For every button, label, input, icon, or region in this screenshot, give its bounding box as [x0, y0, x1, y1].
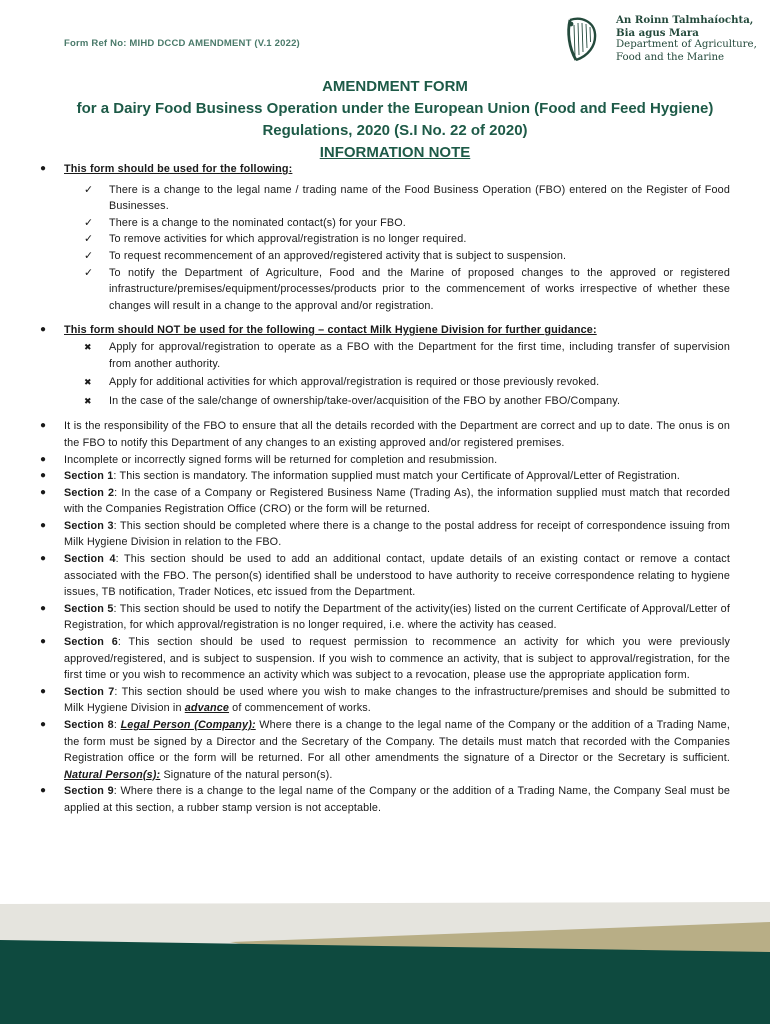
bullet-icon: ●	[40, 719, 47, 730]
footer-decoration	[0, 880, 770, 1024]
bullet-icon: ●	[40, 602, 47, 614]
bullet-icon: ●	[40, 685, 47, 697]
section-5-note: ● Section 5: This section should be used to notify the Department of the activity(ies) listed on the current Certificate of Approval/Letter of Registration, for which approval/registration is no longer required, i.e. where the activity has ceased.	[40, 601, 730, 634]
list-item: ✓ To request recommencement of an approved/registered activity that is subject to suspension.	[84, 248, 730, 265]
check-icon: ✓	[84, 183, 94, 196]
footer-dark-band	[0, 940, 770, 1024]
document-title	[40, 76, 750, 164]
should-use-list	[84, 182, 730, 315]
should-use-section	[40, 161, 730, 178]
bullet-icon: ●	[40, 636, 47, 648]
bullet-icon: ●	[40, 553, 47, 565]
section-6-note: ● Section 6: This section should be used to request permission to recommence an activity for which you were previously approved/registered, and is subject to suspension. If you wish to commence an activity, that is subject to approval/registration, for the first time or you wish to recommence an activity which was subject to a revocation, please use the appropriate application form.	[40, 634, 730, 684]
title-line-1: AMENDMENT FORM	[322, 78, 468, 95]
bullet-icon: ●	[40, 163, 47, 174]
list-item: ● Incomplete or incorrectly signed forms will be returned for completion and resubmission.	[40, 452, 730, 469]
dept-name-english-2: Food and the Marine	[616, 51, 725, 63]
bullet-icon: ●	[40, 486, 47, 498]
check-icon: ✓	[84, 266, 94, 279]
bullet-icon: ●	[40, 453, 47, 465]
should-use-heading: This form should be used for the following:	[64, 163, 293, 175]
check-icon: ✓	[84, 249, 94, 262]
list-item: ✓ There is a change to the legal name / trading name of the Food Business Operation (FBO) entered on the Register of Food Businesses.	[84, 182, 730, 215]
section-4-note: ● Section 4: This section should be used to add an additional contact, update details of an existing contact or remove a contact associated with the FBO. The person(s) identified shall be understood to have authority to receive correspondence relating to hygiene issues, TB notification, Trader Notices, etc issued from the Department.	[40, 551, 730, 601]
list-item: ✓ To remove activities for which approval/registration is no longer required.	[84, 231, 730, 248]
general-notes-list	[40, 418, 730, 816]
bullet-icon: ●	[40, 785, 47, 797]
department-name	[616, 14, 757, 64]
dept-name-irish-1: An Roinn Talmhaíochta,	[616, 14, 754, 26]
cross-icon: ✖	[84, 377, 92, 388]
should-not-use-section	[40, 322, 730, 339]
title-line-2: for a Dairy Food Business Operation under the European Union (Food and Feed Hygiene)	[76, 100, 714, 117]
list-item: ✓ There is a change to the nominated contact(s) for your FBO.	[84, 215, 730, 232]
cross-icon: ✖	[84, 395, 92, 406]
information-note-heading: INFORMATION NOTE	[319, 144, 471, 161]
should-not-use-list	[84, 339, 730, 409]
list-item: ✖ In the case of the sale/change of ownership/take-over/acquisition of the FBO by another FBO/Company.	[84, 393, 730, 410]
section-8-note: ● Section 8: Legal Person (Company): Where there is a change to the legal name of the Company or the addition of a Trading Name, the form must be signed by a Director and the Secretary of the Company. The details must match that recorded with the Companies Registration office or the form will be returned. For all other amendments the signature of a Director or the Secretary is sufficient. Natural Person(s): Signature of the natural person(s).	[40, 717, 730, 783]
list-item: ✖ Apply for additional activities for which approval/registration is required or those previously revoked.	[84, 374, 730, 391]
title-line-3: Regulations, 2020 (S.I No. 22 of 2020)	[262, 122, 528, 139]
dept-name-irish-2: Bia agus Mara	[616, 26, 699, 39]
section-9-note: ● Section 9: Where there is a change to the legal name of the Company or the addition of a Trading Name, the Company Seal must be applied at this section, a rubber stamp version is not acceptable.	[40, 783, 730, 816]
check-icon: ✓	[84, 233, 94, 246]
bullet-icon: ●	[40, 470, 47, 482]
list-item: ● It is the responsibility of the FBO to ensure that all the details recorded with the Department are correct and up to date. The onus is on the FBO to notify this Department of any changes to an existing approved and/or registered premises.	[40, 418, 730, 451]
information-note-body	[40, 161, 730, 817]
bullet-icon: ●	[40, 420, 47, 432]
cross-icon: ✖	[84, 341, 92, 352]
bullet-icon: ●	[40, 324, 47, 336]
harp-icon	[562, 16, 600, 62]
section-7-note: ● Section 7: This section should be used where you wish to make changes to the infrastructure/premises and should be submitted to Milk Hygiene Division in advance of commencement of works.	[40, 684, 730, 717]
bullet-icon: ●	[40, 519, 47, 531]
department-logo	[562, 14, 762, 64]
dept-name-english-1: Department of Agriculture,	[616, 39, 757, 50]
form-reference: Form Ref No: MIHD DCCD AMENDMENT (V.1 2022)	[64, 38, 300, 49]
should-not-use-heading: This form should NOT be used for the following – contact Milk Hygiene Division for further guidance:	[64, 324, 597, 337]
section-3-note: ● Section 3: This section should be completed where there is a change to the postal address for receipt of correspondence issuing from Milk Hygiene Division in relation to the FBO.	[40, 518, 730, 551]
check-icon: ✓	[84, 216, 94, 229]
section-2-note: ● Section 2: In the case of a Company or Registered Business Name (Trading As), the information supplied must match that recorded with the Companies Registration Office (CRO) or the form will be returned.	[40, 485, 730, 518]
section-1-note: ● Section 1: This section is mandatory. The information supplied must match your Certificate of Approval/Letter of Registration.	[40, 468, 730, 485]
list-item: ✖ Apply for approval/registration to operate as a FBO with the Department for the first time, including transfer of supervision from another authority.	[84, 339, 730, 372]
list-item: ✓ To notify the Department of Agriculture, Food and the Marine of proposed changes to the approved or registered infrastructure/premises/equipment/processes/products prior to the commencement of works irrespective of whether these changes will result in a change to the approval and/or registration.	[84, 265, 730, 315]
